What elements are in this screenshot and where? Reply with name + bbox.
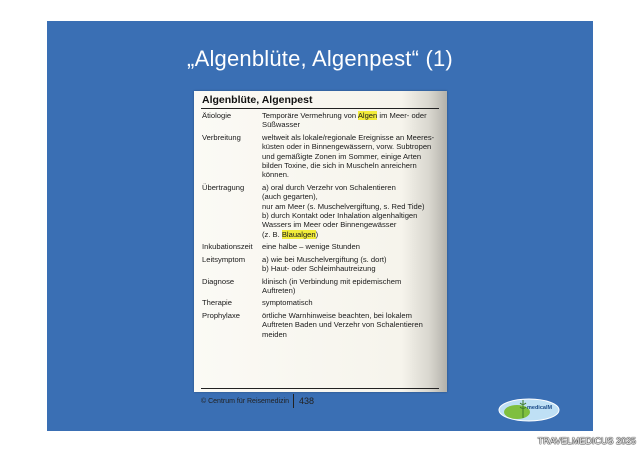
line-text: Auftreten Baden und Verzehr von Schalentieren: [262, 320, 423, 330]
definition-line: [262, 330, 446, 339]
highlighted-term: Algen: [357, 111, 378, 120]
definition-line: [262, 298, 446, 307]
svg-text:medicalM: medicalM: [527, 405, 553, 411]
line-text: weltweit als lokale/regionale Ereignisse an Meeres-: [262, 132, 435, 142]
definition-term: Therapie: [202, 298, 232, 308]
definition-line: [262, 142, 446, 151]
line-text: Süßwasser: [262, 120, 300, 130]
line-text: Auftreten): [262, 285, 296, 295]
definition-row: [202, 242, 446, 251]
definition-line: [262, 183, 446, 192]
line-text: eine halbe – wenige Stunden: [262, 242, 360, 252]
definition-row: [202, 183, 446, 239]
definition-line: [262, 277, 446, 286]
line-text: meiden: [262, 329, 287, 339]
definition-row: [202, 311, 446, 339]
line-text: b) durch Kontakt oder Inhalation algenhaltigen: [262, 211, 418, 221]
scan-header: Algenblüte, Algenpest: [202, 94, 313, 106]
definition-line: [262, 211, 446, 220]
line-text: b) Haut- oder Schleimhautreizung: [262, 264, 376, 274]
definition-line: [262, 242, 446, 251]
definition-line: [262, 320, 446, 329]
footer-divider: [293, 394, 294, 408]
line-text: ): [315, 229, 319, 239]
definition-term: Leitsymptom: [202, 254, 246, 264]
line-text: Temporäre Vermehrung von: [262, 111, 358, 120]
copyright-text: © Centrum für Reisemedizin: [201, 397, 290, 405]
definition-term: Verbreitung: [202, 132, 241, 142]
definition-text: [262, 311, 446, 339]
definition-term: Ätiologie: [202, 111, 232, 120]
line-text: (auch gegarten),: [262, 192, 318, 202]
line-text: örtliche Warnhinweise beachten, bei lokalem: [262, 310, 412, 320]
definition-line: [262, 264, 446, 273]
definition-table: [202, 111, 446, 342]
medical-logo: [497, 394, 561, 424]
line-text: symptomatisch: [262, 298, 313, 308]
highlighted-term: Blaualgen: [281, 229, 316, 239]
definition-line: [262, 255, 446, 264]
definition-line: [262, 120, 446, 129]
line-text: bilden Toxine, die sich in Muscheln anreichern: [262, 161, 417, 171]
definition-text: [262, 242, 446, 251]
definition-row: [202, 298, 446, 307]
definition-line: [262, 230, 446, 239]
definition-line: [262, 286, 446, 295]
scanned-page: [194, 91, 447, 406]
definition-text: [262, 277, 446, 296]
definition-line: [262, 133, 446, 142]
definition-text: [262, 133, 446, 180]
definition-text: [262, 183, 446, 239]
definition-row: [202, 133, 446, 180]
definition-line: [262, 311, 446, 320]
definition-line: [262, 202, 446, 211]
definition-row: [202, 111, 446, 130]
definition-row: [202, 255, 446, 274]
line-text: küsten oder in Binnengewässern, vorw. Subtropen: [262, 142, 432, 152]
header-rule: [201, 108, 439, 109]
footer-rule: [201, 388, 439, 389]
definition-line: [262, 192, 446, 201]
definition-term: Diagnose: [202, 276, 235, 286]
line-text: a) wie bei Muschelvergiftung (s. dort): [262, 254, 387, 264]
scan-footer: [201, 394, 314, 408]
definition-line: [262, 170, 446, 179]
definition-line: [262, 111, 446, 120]
definition-line: [262, 152, 446, 161]
line-text: (z. B.: [262, 229, 282, 239]
line-text: a) oral durch Verzehr von Schalentieren: [262, 182, 396, 192]
definition-line: [262, 220, 446, 229]
definition-text: [262, 111, 446, 130]
watermark: TRAVELMEDICUS 2025: [537, 436, 636, 446]
definition-term: Prophylaxe: [202, 310, 240, 320]
line-text: können.: [262, 170, 290, 180]
line-text: im Meer- oder: [377, 111, 427, 120]
definition-text: [262, 255, 446, 274]
slide: [47, 21, 593, 431]
line-text: nur am Meer (s. Muschelvergiftung, s. Red Tide): [262, 201, 425, 211]
line-text: Wassers im Meer oder Binnengewässer: [262, 220, 397, 230]
line-text: und gemäßigte Zonen im Sommer, einige Arten: [262, 151, 422, 161]
definition-term: Übertragung: [202, 182, 245, 192]
definition-row: [202, 277, 446, 296]
definition-line: [262, 161, 446, 170]
definition-text: [262, 298, 446, 307]
line-text: klinisch (in Verbindung mit epidemischem: [262, 276, 402, 286]
slide-title: „Algenblüte, Algenpest“ (1): [187, 46, 453, 71]
page-number: 438: [299, 396, 315, 406]
definition-term: Inkubationszeit: [202, 242, 253, 252]
